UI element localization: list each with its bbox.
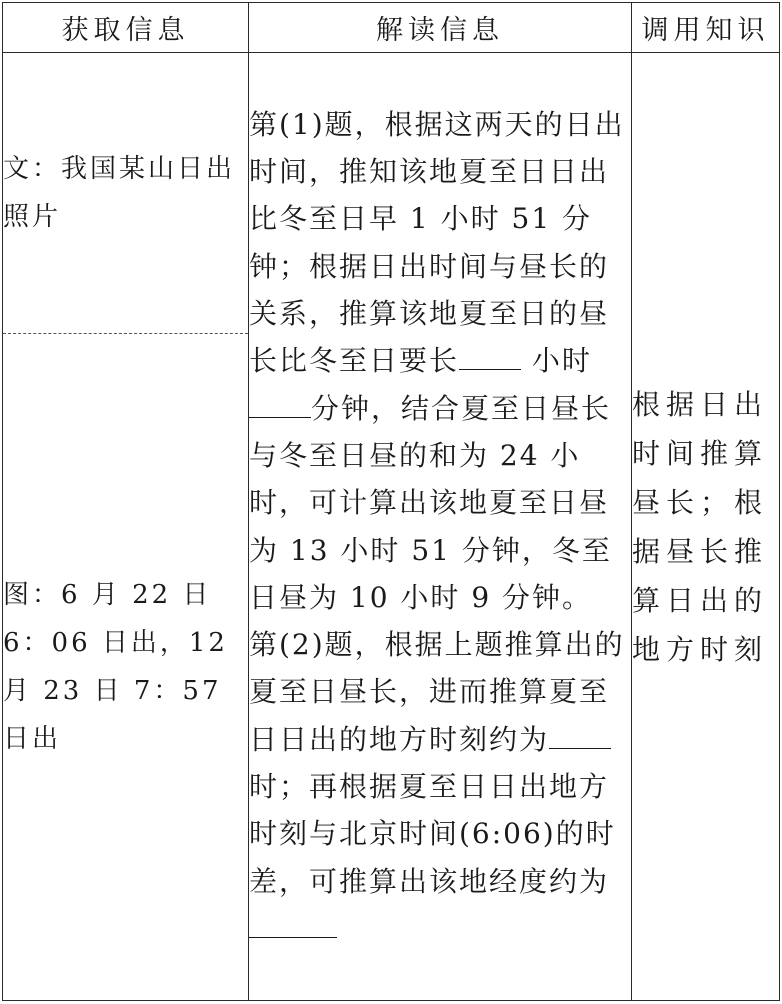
acquire-figure-cell xyxy=(3,334,249,1001)
interpret-part2-text: 第(2)题，根据上题推算出的夏至日昼长，进而推算夏至日日出的地方时刻约为 xyxy=(249,628,625,756)
interpret-part1-rest: 分钟，结合夏至日昼长与冬至日昼的和为 24 小时，可计算出该地夏至日昼为 13 小时 51 分钟，冬至日昼为 10 小时 9 分钟。 xyxy=(249,391,612,614)
acquire-text-cell xyxy=(3,53,249,334)
interpret-part2-rest: 时；再根据夏至日日出地方时刻与北京时间(6:06)的时差，可推算出该地经度约为 xyxy=(249,769,616,898)
interpret-hours-unit: 小时 xyxy=(531,344,592,378)
analysis-table xyxy=(2,2,780,1001)
interpret-cell xyxy=(249,53,632,1001)
answer-blank-sunrise-time[interactable] xyxy=(549,717,611,749)
answer-blank-longitude[interactable] xyxy=(249,906,337,938)
knowledge-cell xyxy=(632,53,780,1001)
body-row-1 xyxy=(3,53,780,334)
acquire-text-photo: 文：我国某山日出照片 xyxy=(3,154,236,232)
acquire-figure-text: 图：6 月 22 日 6：06 日出，12 月 23 日 7：57 日出 xyxy=(3,580,228,754)
header-acquire-info: 获取信息 xyxy=(3,3,249,53)
interpret-part1-text: 第(1)题，根据这两天的日出时间，推知该地夏至日日出比冬至日早 1 小时 51 分钟；根据日出时间与昼长的关系，推算该地夏至日的昼长比冬至日要长 xyxy=(249,107,625,378)
answer-blank-minutes[interactable] xyxy=(249,386,311,418)
header-interpret-info: 解读信息 xyxy=(249,3,632,53)
knowledge-text: 根据日出时间推算昼长；根据昼长推算日出的地方时刻 xyxy=(632,387,769,666)
answer-blank-hours[interactable] xyxy=(459,339,521,371)
header-row xyxy=(3,3,780,53)
header-apply-knowledge: 调用知识 xyxy=(632,3,780,53)
